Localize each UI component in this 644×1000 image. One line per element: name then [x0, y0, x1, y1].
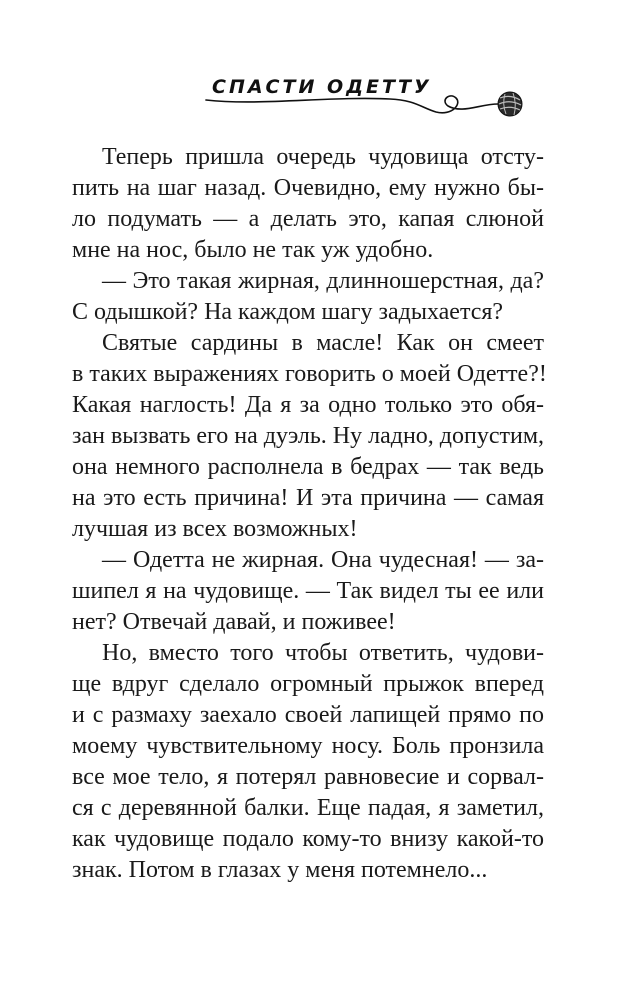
text-line: шипел я на чудовище. — Так видел ты ее или [72, 578, 544, 604]
text-line: Какая наглость! Да я за одно только это обя- [72, 392, 544, 418]
text-line: — Одетта не жирная. Она чудесная! — за- [102, 547, 544, 573]
text-line: пить на шаг назад. Очевидно, ему нужно бы- [72, 175, 544, 201]
text-line: на это есть причина! И эта причина — самая [72, 485, 544, 511]
text-line: ся с деревянной балки. Еще падая, я заметил, [72, 795, 544, 821]
text-line: она немного располнела в бедрах — так ведь [72, 454, 544, 480]
text-line: мне на нос, было не так уж удобно. [72, 237, 434, 263]
text-line: как чудовище подало кому-то внизу какой-то [72, 826, 544, 852]
text-line: в таких выражениях говорить о моей Одетте?! [72, 361, 547, 387]
text-line: все мое тело, я потерял равновесие и сорвал- [72, 764, 544, 790]
text-line: Святые сардины в масле! Как он смеет [102, 330, 544, 356]
running-head [200, 74, 560, 134]
text-line: знак. Потом в глазах у меня потемнело... [72, 857, 488, 883]
body-text [72, 142, 547, 886]
text-line: ще вдруг сделало огромный прыжок вперед [72, 671, 544, 697]
text-line: Теперь пришла очередь чудовища отсту- [102, 144, 544, 170]
running-head-title: СПАСТИ ОДЕТТУ [212, 76, 432, 98]
text-line: ло подумать — а делать это, капая слюной [72, 206, 544, 232]
text-line: Но, вместо того чтобы ответить, чудови- [102, 640, 544, 666]
text-line: зан вызвать его на дуэль. Ну ладно, допустим, [72, 423, 545, 449]
text-line: — Это такая жирная, длинношерстная, да? [102, 268, 544, 294]
text-line: лучшая из всех возможных! [72, 516, 358, 542]
text-line: С одышкой? На каждом шагу задыхается? [72, 299, 504, 325]
text-line: моему чувствительному носу. Боль пронзила [72, 733, 544, 759]
text-line: и с размаху заехало своей лапищей прямо по [72, 702, 544, 728]
text-line: нет? Отвечай давай, и поживее! [72, 609, 396, 635]
